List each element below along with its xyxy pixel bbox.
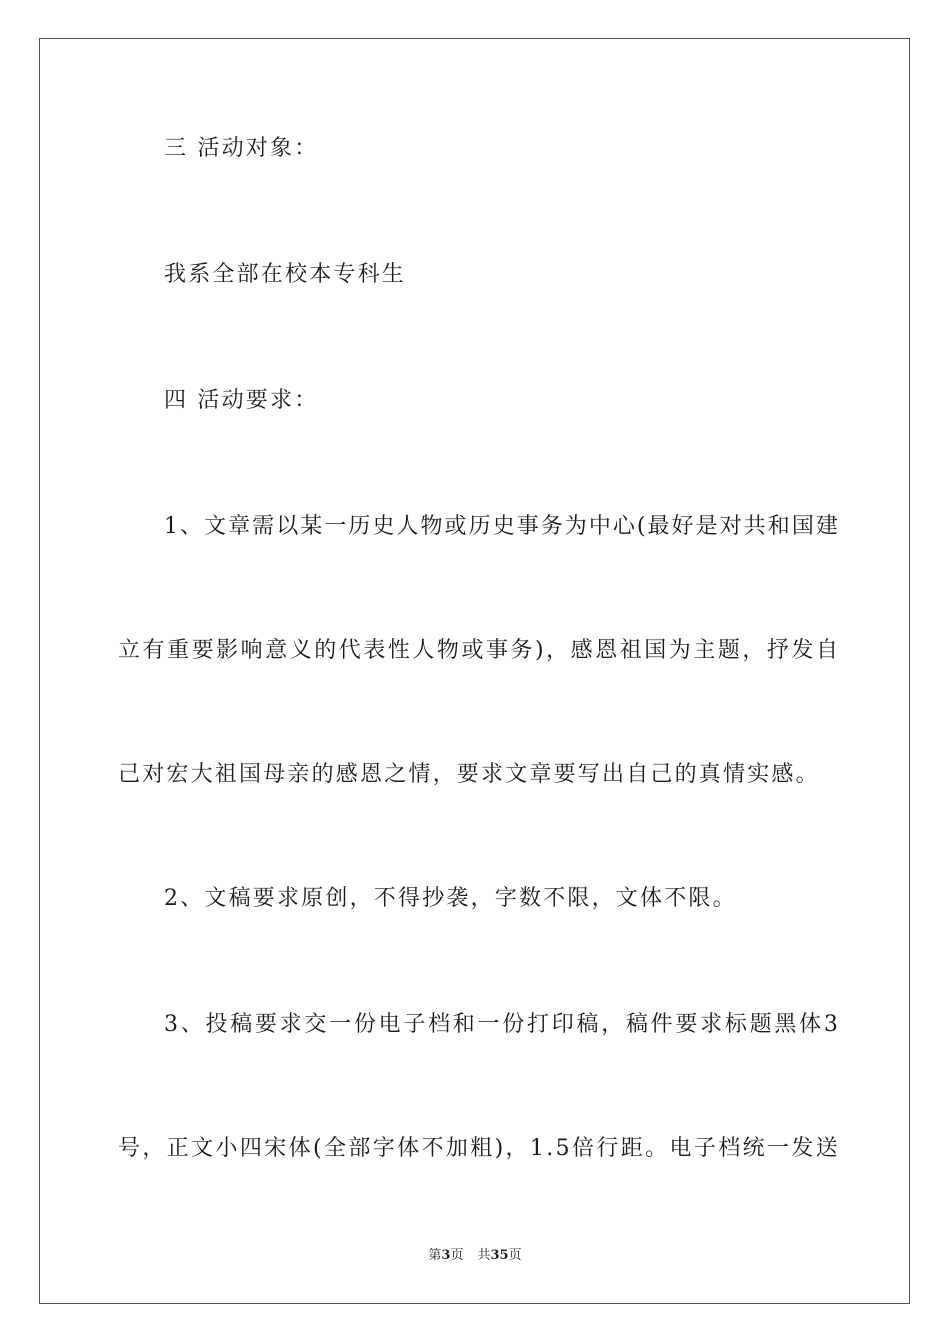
activity-target-text: 我系全部在校本专科生 bbox=[164, 262, 407, 287]
requirement-1-line-1: 1 、 文 章 需 以 某 一 历 史 人 物 或 历 史 事 务 为 中 心 ( 最 好 是 对 共 和 国 建 bbox=[164, 514, 838, 539]
total-prefix: 共 bbox=[477, 1248, 491, 1263]
requirement-2: 2、文稿要求原创，不得抄袭，字数不限，文体不限。 bbox=[164, 886, 737, 911]
page-suffix: 页 bbox=[450, 1248, 464, 1263]
section-heading-activity-requirements: 四 活动要求： bbox=[164, 388, 319, 413]
page-prefix: 第 bbox=[428, 1248, 442, 1263]
total-suffix: 页 bbox=[508, 1248, 522, 1263]
page-frame bbox=[39, 38, 910, 1304]
requirement-3-line-2: 号 ， 正 文 小 四 宋 体 ( 全 部 字 体 不 加 粗 ) ， 1 . 5 倍 行 距 。 电 子 档 统 一 发 送 bbox=[118, 1136, 838, 1161]
requirement-3-line-1: 3 、 投 稿 要 求 交 一 份 电 子 档 和 一 份 打 印 稿 ， 稿 件 要 求 标 题 黑 体 3 bbox=[164, 1012, 838, 1037]
page-footer bbox=[0, 1247, 950, 1265]
current-page-number: 3 bbox=[441, 1248, 451, 1263]
requirement-1-line-3: 己对宏大祖国母亲的感恩之情，要求文章要写出自己的真情实感。 bbox=[118, 762, 820, 787]
section-heading-activity-target: 三 活动对象： bbox=[164, 136, 319, 161]
requirement-1-line-2: 立 有 重 要 影 响 意 义 的 代 表 性 人 物 或 事 务 ) ， 感 恩 祖 国 为 主 题 ， 抒 发 自 bbox=[118, 638, 838, 663]
total-pages-number: 35 bbox=[490, 1248, 509, 1263]
